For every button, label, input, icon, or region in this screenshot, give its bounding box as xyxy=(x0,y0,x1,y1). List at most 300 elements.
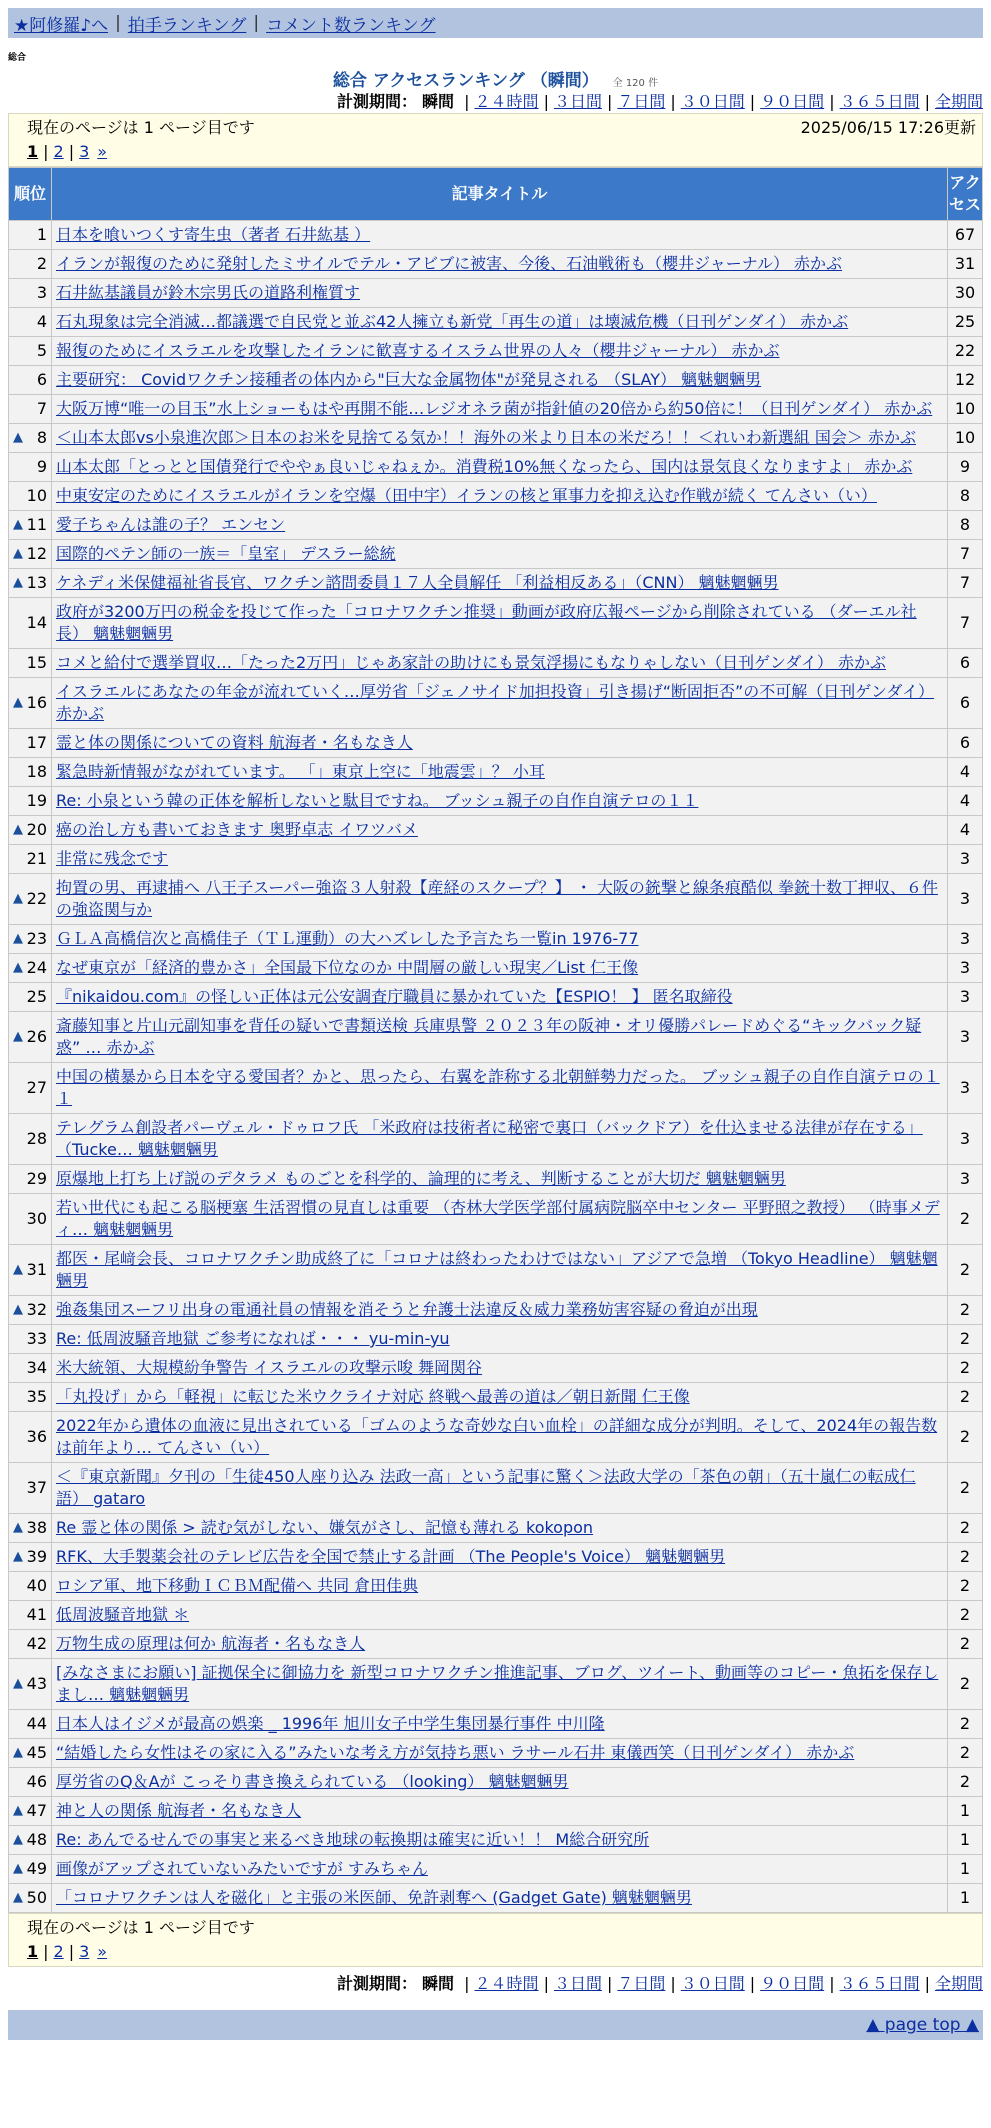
page-current: 1 xyxy=(27,1942,39,1961)
table-row xyxy=(9,1884,982,1912)
period-link-4[interactable]: ９０日間 xyxy=(760,1974,825,1993)
rank-number: 49 xyxy=(26,1859,47,1878)
article-link[interactable]: 大阪万博“唯一の目玉”水上ショーもはや再開不能…レジオネラ菌が指針値の20倍から約50倍に！（日刊ゲンダイ） 赤かぶ xyxy=(56,399,933,418)
table-row xyxy=(9,925,982,953)
access-count: 67 xyxy=(948,221,982,249)
access-count: 8 xyxy=(948,482,982,510)
period-separator: | xyxy=(464,1974,470,1993)
page-top-link[interactable]: ▲ page top ▲ xyxy=(866,2015,979,2035)
rank-number: 46 xyxy=(26,1772,47,1791)
article-link[interactable]: 都医・尾﨑会長、コロナワクチン助成終了に「コロナは終わったわけではない」アジアで急増 （Tokyo Headline） 魑魅魍魎男 xyxy=(56,1249,938,1290)
period-current: 瞬間 xyxy=(422,1974,455,1993)
article-link[interactable]: 万物生成の原理は何か 航海者・名もなき人 xyxy=(56,1634,366,1653)
up-arrow-icon: ▲ xyxy=(13,1890,23,1905)
title-cell xyxy=(52,1463,947,1513)
rank-cell xyxy=(9,1659,51,1709)
article-link[interactable]: Re 霊と体の関係 > 読む気がしない、嫌気がさし、記憶も薄れる kokopon xyxy=(56,1518,594,1537)
rank-number: 32 xyxy=(26,1300,47,1319)
title-cell xyxy=(52,1012,947,1062)
period-separator: | xyxy=(670,92,676,111)
comment-ranking-link[interactable]: コメント数ランキング xyxy=(266,15,436,36)
title-cell xyxy=(52,1659,947,1709)
page-link-2[interactable]: 2 xyxy=(53,1942,64,1961)
rank-cell xyxy=(9,1383,51,1411)
article-link[interactable]: ＜山本太郎vs小泉進次郎＞日本のお米を見捨てる気か！！海外の米より日本の米だろ！！＜れいわ新選組 国会＞ 赤かぶ xyxy=(56,428,916,447)
table-row xyxy=(9,1514,982,1542)
article-link[interactable]: 報復のためにイスラエルを攻撃したイランに歓喜するイスラム世界の人々（櫻井ジャーナル） 赤かぶ xyxy=(56,341,780,360)
rank-cell xyxy=(9,569,51,597)
access-count: 10 xyxy=(948,395,982,423)
rank-cell xyxy=(9,308,51,336)
up-arrow-icon: ▲ xyxy=(13,517,23,532)
rank-number: 22 xyxy=(26,889,47,908)
table-row xyxy=(9,1383,982,1411)
article-link[interactable]: [みなさまにお願い] 証拠保全に御協力を 新型コロナワクチン推進記事、ブログ、ツイート、動画等のコピー・魚拓を保存しまし… 魑魅魍魎男 xyxy=(56,1663,939,1704)
rank-number: 15 xyxy=(26,653,47,672)
title-cell xyxy=(52,540,947,568)
article-link[interactable]: 癌の治し方も書いておきます 奥野卓志 イワツバメ xyxy=(56,820,418,839)
access-count: 2 xyxy=(948,1601,982,1629)
article-link[interactable]: ケネディ米保健福祉省長官、ワクチン諮問委員１７人全員解任 「利益相反ある」（CNN） 魑魅魍魎男 xyxy=(56,573,779,592)
article-link[interactable]: イランが報復のために発射したミサイルでテル・アビブに被害、今後、石油戦術も（櫻井ジャーナル） 赤かぶ xyxy=(56,254,843,273)
access-count: 2 xyxy=(948,1514,982,1542)
table-row xyxy=(9,1114,982,1164)
table-row xyxy=(9,758,982,786)
rank-number: 48 xyxy=(26,1830,47,1849)
rank-cell xyxy=(9,729,51,757)
table-row xyxy=(9,1325,982,1353)
title-cell xyxy=(52,1514,947,1542)
up-arrow-icon: ▲ xyxy=(13,1262,23,1277)
up-arrow-icon: ▲ xyxy=(13,1029,23,1044)
period-separator: | xyxy=(543,92,549,111)
title-cell xyxy=(52,366,947,394)
article-link[interactable]: コメと給付で選挙買収…「たった2万円」じゃあ家計の助けにも景気浮揚にもなりゃしない（日刊ゲンダイ） 赤かぶ xyxy=(56,653,886,672)
article-link[interactable]: 2022年から遺体の血液に見出されている「ゴムのような奇妙な白い血栓」の詳細な成分が判明。そして、2024年の報告数は前年より… てんさい（い） xyxy=(56,1416,938,1457)
title-cell xyxy=(52,1630,947,1658)
rank-number: 7 xyxy=(36,399,47,418)
page-link-2[interactable]: 2 xyxy=(53,142,64,161)
table-row xyxy=(9,1768,982,1796)
table-row xyxy=(9,569,982,597)
title-cell xyxy=(52,816,947,844)
rank-number: 30 xyxy=(26,1209,47,1228)
page-link-3[interactable]: 3 xyxy=(79,1942,90,1961)
rank-number: 14 xyxy=(26,613,47,632)
title-cell xyxy=(52,954,947,982)
period-link-5[interactable]: ３６５日間 xyxy=(839,92,920,111)
period-link-2[interactable]: ７日間 xyxy=(617,1974,666,1993)
title-cell xyxy=(52,279,947,307)
access-count: 1 xyxy=(948,1884,982,1912)
title-cell xyxy=(52,1296,947,1324)
updated-timestamp: 2025/06/15 17:26更新 xyxy=(800,118,976,137)
access-count: 3 xyxy=(948,983,982,1011)
access-count: 2 xyxy=(948,1245,982,1295)
table-row xyxy=(9,1855,982,1883)
rank-cell xyxy=(9,816,51,844)
access-count: 9 xyxy=(948,453,982,481)
access-count: 3 xyxy=(948,1012,982,1062)
rank-number: 41 xyxy=(26,1605,47,1624)
rank-cell xyxy=(9,1543,51,1571)
rank-number: 45 xyxy=(26,1743,47,1762)
rank-cell xyxy=(9,1354,51,1382)
access-count: 2 xyxy=(948,1710,982,1738)
page-separator: | xyxy=(68,142,75,161)
col-header-rank: 順位 xyxy=(9,168,51,220)
page-next-link[interactable]: » xyxy=(97,1942,108,1961)
title-cell xyxy=(52,845,947,873)
title-cell xyxy=(52,308,947,336)
period-selector-bottom xyxy=(8,1973,983,1995)
rank-number: 23 xyxy=(26,929,47,948)
article-link[interactable]: 石井紘基議員が鈴木宗男氏の道路利権質す xyxy=(56,283,361,302)
period-link-2[interactable]: ７日間 xyxy=(617,92,666,111)
period-separator: | xyxy=(606,92,613,111)
article-link[interactable]: 原爆地上打ち上げ説のデタラメ ものごとを科学的、論理的に考え、判断することが大切だ 魑魅魍魎男 xyxy=(56,1169,786,1188)
period-separator: | xyxy=(670,1974,676,1993)
table-row xyxy=(9,954,982,982)
footer-bar xyxy=(8,2010,983,2040)
title-cell xyxy=(52,1383,947,1411)
article-link[interactable]: 神と人の関係 航海者・名もなき人 xyxy=(56,1801,302,1820)
col-header-title: 記事タイトル xyxy=(52,168,947,220)
ranking-table xyxy=(8,167,983,1913)
up-arrow-icon: ▲ xyxy=(13,1549,23,1564)
table-row xyxy=(9,649,982,677)
period-link-1[interactable]: ３日間 xyxy=(553,92,602,111)
table-row xyxy=(9,874,982,924)
title-cell xyxy=(52,453,947,481)
article-link[interactable]: “結婚したら女性はその家に入る”みたいな考え方が気持ち悪い ラサール石井 東儀西笑（日刊ゲンダイ） 赤かぶ xyxy=(56,1743,855,1762)
page-separator: | xyxy=(43,1942,49,1961)
rank-cell xyxy=(9,1245,51,1295)
home-link[interactable]: ★阿修羅♪へ xyxy=(14,15,109,36)
rank-cell xyxy=(9,540,51,568)
title-cell xyxy=(52,221,947,249)
rank-number: 25 xyxy=(26,987,47,1006)
title-cell xyxy=(52,1768,947,1796)
clap-ranking-link[interactable]: 拍手ランキング xyxy=(127,15,247,36)
rank-number: 6 xyxy=(36,370,47,389)
table-row xyxy=(9,1412,982,1462)
page-current: 1 xyxy=(27,142,39,161)
period-separator: | xyxy=(829,1974,835,1993)
rank-cell xyxy=(9,758,51,786)
access-count: 3 xyxy=(948,845,982,873)
table-row xyxy=(9,1063,982,1113)
rank-number: 4 xyxy=(36,312,47,331)
article-link[interactable]: 山本太郎「とっとと国債発行でややぁ良いじゃねぇか。消費税10%無くなったら、国内は景気良くなりますよ」 赤かぶ xyxy=(56,457,913,476)
title-cell xyxy=(52,250,947,278)
article-link[interactable]: 強姦集団スーフリ出身の電通社員の情報を消そうと弁護士法違反＆威力業務妨害容疑の脅迫が出現 xyxy=(56,1300,758,1319)
rank-cell xyxy=(9,787,51,815)
rank-number: 1 xyxy=(36,225,47,244)
access-count: 2 xyxy=(948,1412,982,1462)
article-link[interactable]: 中東安定のためにイスラエルがイランを空爆（田中宇）イランの核と軍事力を抑え込む作戦が続く てんさい（い） xyxy=(56,486,877,505)
title-cell xyxy=(52,1739,947,1767)
pager-bottom xyxy=(8,1913,983,1967)
article-link[interactable]: テレグラム創設者パーヴェル・ドゥロフ氏 「米政府は技術者に秘密で裏口（バックドア）を仕込ませる法律が存在する」 （Tucke… 魑魅魍魎男 xyxy=(56,1118,923,1159)
access-count: 7 xyxy=(948,598,982,648)
article-link[interactable]: 政府が3200万円の税金を投じて作った「コロナワクチン推奨」動画が政府広報ページから削除されている （ダーエル社長） 魑魅魍魎男 xyxy=(56,602,917,643)
access-count: 4 xyxy=(948,758,982,786)
rank-number: 8 xyxy=(36,428,47,447)
rank-number: 27 xyxy=(26,1078,47,1097)
article-link[interactable]: 斎藤知事と片山元副知事を背任の疑いで書類送検 兵庫県警 ２０２３年の阪神・オリ優勝パレードめぐる“キックバック疑惑” … 赤かぶ xyxy=(56,1016,922,1057)
table-row xyxy=(9,1354,982,1382)
rank-number: 34 xyxy=(26,1358,47,1377)
up-arrow-icon: ▲ xyxy=(13,1676,23,1691)
table-row xyxy=(9,250,982,278)
rank-cell xyxy=(9,1601,51,1629)
rank-number: 42 xyxy=(26,1634,47,1653)
rank-cell xyxy=(9,678,51,728)
page-status: 現在のページは 1 ページ目です xyxy=(27,118,255,137)
rank-number: 44 xyxy=(26,1714,47,1733)
article-link[interactable]: 『nikaidou.com』の怪しい正体は元公安調査庁職員に暴かれていた【ESPIO！ 】 匿名取締役 xyxy=(56,987,733,1006)
article-link[interactable]: ＧＬＡ高橋信次と高橋佳子（ＴＬ運動）の大ハズレした予言たち一覧in 1976-77 xyxy=(56,929,639,948)
article-link[interactable]: Re: 小泉という韓の正体を解析しないと駄目ですね。 ブッシュ親子の自作自演テロの１１ xyxy=(56,791,699,810)
table-row xyxy=(9,482,982,510)
title-cell xyxy=(52,1114,947,1164)
rank-cell xyxy=(9,1114,51,1164)
up-arrow-icon: ▲ xyxy=(13,695,23,710)
article-link[interactable]: 「丸投げ」から「軽視」に転じた米ウクライナ対応 終戦へ最善の道は／朝日新聞 仁王像 xyxy=(56,1387,690,1406)
article-link[interactable]: 日本人はイジメが最高の娯楽 _ 1996年 旭川女子中学生集団暴行事件 中川隆 xyxy=(56,1714,605,1733)
title-cell xyxy=(52,569,947,597)
page-next-link[interactable]: » xyxy=(97,142,108,161)
table-row xyxy=(9,1572,982,1600)
rank-number: 9 xyxy=(36,457,47,476)
access-count: 6 xyxy=(948,729,982,757)
rank-cell xyxy=(9,983,51,1011)
period-link-3[interactable]: ３０日間 xyxy=(680,92,745,111)
rank-number: 20 xyxy=(26,820,47,839)
page-separator: | xyxy=(68,1942,75,1961)
period-selector-top xyxy=(8,91,983,113)
up-arrow-icon: ▲ xyxy=(13,546,23,561)
article-link[interactable]: 若い世代にも起こる脳梗塞 生活習慣の見直しは重要 （杏林大学医学部付属病院脳卒中センター 平野照之教授） （時事メディ… 魑魅魍魎男 xyxy=(56,1198,940,1239)
access-count: 3 xyxy=(948,1063,982,1113)
period-link-5[interactable]: ３６５日間 xyxy=(839,1974,920,1993)
rank-number: 37 xyxy=(26,1478,47,1497)
access-count: 3 xyxy=(948,954,982,982)
access-count: 3 xyxy=(948,874,982,924)
article-link[interactable]: 日本を喰いつくす寄生虫（著者 石井紘基 ） xyxy=(56,225,371,244)
rank-number: 29 xyxy=(26,1169,47,1188)
up-arrow-icon: ▲ xyxy=(13,822,23,837)
access-count: 2 xyxy=(948,1630,982,1658)
access-count: 3 xyxy=(948,1165,982,1193)
table-row xyxy=(9,787,982,815)
title-cell xyxy=(52,1063,947,1113)
article-link[interactable]: 緊急時新情報がながれています。 「」東京上空に「地震雲」？ 小耳 xyxy=(56,762,545,781)
article-link[interactable]: 愛子ちゃんは誰の子？ エンセン xyxy=(56,515,286,534)
title-cell xyxy=(52,598,947,648)
rank-cell xyxy=(9,424,51,452)
rank-cell xyxy=(9,1325,51,1353)
access-count: 4 xyxy=(948,816,982,844)
title-cell xyxy=(52,482,947,510)
rank-number: 2 xyxy=(36,254,47,273)
rank-cell xyxy=(9,1768,51,1796)
access-count: 2 xyxy=(948,1739,982,1767)
access-count: 1 xyxy=(948,1855,982,1883)
title-cell xyxy=(52,1797,947,1825)
rank-number: 28 xyxy=(26,1129,47,1148)
page-link-3[interactable]: 3 xyxy=(79,142,90,161)
up-arrow-icon: ▲ xyxy=(13,931,23,946)
table-row xyxy=(9,540,982,568)
article-link[interactable]: 「コロナワクチンは人を磁化」と主張の米医師、免許剥奪へ (Gadget Gate) 魑魅魍魎男 xyxy=(56,1888,692,1907)
access-count: 8 xyxy=(948,511,982,539)
rank-cell xyxy=(9,250,51,278)
item-count: 全 120 件 xyxy=(612,78,659,89)
period-link-4[interactable]: ９０日間 xyxy=(760,92,825,111)
period-separator: | xyxy=(749,92,756,111)
access-count: 6 xyxy=(948,649,982,677)
page-links xyxy=(27,1940,976,1964)
rank-cell xyxy=(9,1463,51,1513)
table-row xyxy=(9,1630,982,1658)
period-separator: | xyxy=(829,92,835,111)
period-separator: | xyxy=(606,1974,613,1993)
up-arrow-icon: ▲ xyxy=(13,1832,23,1847)
access-count: 1 xyxy=(948,1826,982,1854)
ranking-body xyxy=(9,221,982,1912)
access-count: 2 xyxy=(948,1296,982,1324)
table-row xyxy=(9,1710,982,1738)
table-row xyxy=(9,1296,982,1324)
title-cell xyxy=(52,758,947,786)
rank-cell xyxy=(9,598,51,648)
table-row xyxy=(9,1659,982,1709)
table-row xyxy=(9,845,982,873)
article-link[interactable]: 低周波騒音地獄 ＊ xyxy=(56,1605,190,1624)
page-links xyxy=(27,140,976,164)
period-link-0[interactable]: ２４時間 xyxy=(474,1974,539,1993)
title-cell xyxy=(52,1325,947,1353)
rank-cell xyxy=(9,279,51,307)
rank-cell xyxy=(9,649,51,677)
title-cell xyxy=(52,874,947,924)
rank-cell xyxy=(9,1194,51,1244)
access-count: 1 xyxy=(948,1797,982,1825)
table-row xyxy=(9,1826,982,1854)
article-link[interactable]: イスラエルにあなたの年金が流れていく…厚労省「ジェノサイド加担投資」引き揚げ“断固拒否”の不可解（日刊ゲンダイ） 赤かぶ xyxy=(56,682,935,723)
table-row xyxy=(9,729,982,757)
access-count: 30 xyxy=(948,279,982,307)
table-row xyxy=(9,598,982,648)
table-row xyxy=(9,395,982,423)
article-link[interactable]: Re: 低周波騒音地獄 ご参考になれば・・・ yu-min-yu xyxy=(56,1329,450,1348)
article-link[interactable]: 霊と体の関係についての資料 航海者・名もなき人 xyxy=(56,733,413,752)
rank-cell xyxy=(9,1630,51,1658)
article-link[interactable]: 厚労省のQ＆Aが こっそり書き換えられている （looking） 魑魅魍魎男 xyxy=(56,1772,569,1791)
up-arrow-icon: ▲ xyxy=(13,960,23,975)
access-count: 2 xyxy=(948,1572,982,1600)
title-cell xyxy=(52,424,947,452)
title-cell xyxy=(52,1245,947,1295)
table-row xyxy=(9,337,982,365)
article-link[interactable]: ＜『東京新聞』夕刊の「生徒450人座り込み 法政一高」という記事に驚く＞法政大学の「茶色の朝」（五十嵐仁の転成仁語） gataro xyxy=(56,1467,916,1508)
article-link[interactable]: 中国の横暴から日本を守る愛国者？かと、思ったら、右翼を詐称する北朝鮮勢力だった。 ブッシュ親子の自作自演テロの１１ xyxy=(56,1067,940,1108)
rank-number: 24 xyxy=(26,958,47,977)
up-arrow-icon: ▲ xyxy=(13,1803,23,1818)
table-row xyxy=(9,983,982,1011)
up-arrow-icon: ▲ xyxy=(13,1520,23,1535)
period-link-0[interactable]: ２４時間 xyxy=(474,92,539,111)
article-link[interactable]: 非常に残念です xyxy=(56,849,169,868)
rank-number: 5 xyxy=(36,341,47,360)
rank-cell xyxy=(9,1884,51,1912)
period-links xyxy=(459,1974,983,1993)
period-link-6[interactable]: 全期間 xyxy=(934,1974,983,1993)
article-link[interactable]: RFK、大手製薬会社のテレビ広告を全国で禁止する計画 （The People's Voice） 魑魅魍魎男 xyxy=(56,1547,726,1566)
article-link[interactable]: 国際的ペテン師の一族＝「皇室」 デスラー総統 xyxy=(56,544,396,563)
period-link-1[interactable]: ３日間 xyxy=(553,1974,602,1993)
rank-cell xyxy=(9,954,51,982)
article-link[interactable]: ロシア軍、地下移動ＩＣＢＭ配備へ 共同 倉田佳典 xyxy=(56,1576,419,1595)
rank-cell xyxy=(9,1296,51,1324)
table-row xyxy=(9,1543,982,1571)
rank-cell xyxy=(9,1165,51,1193)
title-cell xyxy=(52,511,947,539)
access-count: 2 xyxy=(948,1383,982,1411)
table-row xyxy=(9,1165,982,1193)
pager-top xyxy=(8,113,983,167)
title-cell xyxy=(52,1572,947,1600)
up-arrow-icon: ▲ xyxy=(13,430,23,445)
page-separator: | xyxy=(43,142,49,161)
title-cell xyxy=(52,729,947,757)
article-link[interactable]: 主要研究： Covidワクチン接種者の体内から"巨大な金属物体"が発見される （SLAY） 魑魅魍魎男 xyxy=(56,370,762,389)
rank-number: 12 xyxy=(26,544,47,563)
rank-cell xyxy=(9,1710,51,1738)
article-link[interactable]: 拘置の男、再逮捕へ 八王子スーパー強盗３人射殺【産経のスクープ？】 ・ 大阪の銃撃と線条痕酷似 拳銃十数丁押収、６件の強盗関与か xyxy=(56,878,938,919)
rank-number: 19 xyxy=(26,791,47,810)
article-link[interactable]: 画像がアップされていないみたいですが すみちゃん xyxy=(56,1859,428,1878)
article-link[interactable]: Re: あんでるせんでの事実と来るべき地球の転換期は確実に近い！！ M総合研究所 xyxy=(56,1830,650,1849)
access-count: 2 xyxy=(948,1194,982,1244)
period-link-3[interactable]: ３０日間 xyxy=(680,1974,745,1993)
table-row xyxy=(9,1194,982,1244)
rank-cell xyxy=(9,221,51,249)
rank-number: 38 xyxy=(26,1518,47,1537)
table-row xyxy=(9,1463,982,1513)
title-cell xyxy=(52,925,947,953)
period-label: 計測期間： xyxy=(336,1974,417,1993)
up-arrow-icon: ▲ xyxy=(13,1861,23,1876)
table-row xyxy=(9,366,982,394)
rank-number: 17 xyxy=(26,733,47,752)
up-arrow-icon: ▲ xyxy=(13,1302,23,1317)
title-cell xyxy=(52,1543,947,1571)
article-link[interactable]: 米大統領、大規模紛争警告 イスラエルの攻撃示唆 舞岡関谷 xyxy=(56,1358,483,1377)
period-link-6[interactable]: 全期間 xyxy=(934,92,983,111)
article-link[interactable]: 石丸現象は完全消滅…都議選で自民党と並ぶ42人擁立も新党「再生の道」は壊滅危機（日刊ゲンダイ） 赤かぶ xyxy=(56,312,849,331)
article-link[interactable]: なぜ東京が「経済的豊かさ」全国最下位なのか 中間層の厳しい現実／List 仁王像 xyxy=(56,958,639,977)
access-count: 2 xyxy=(948,1543,982,1571)
rank-cell xyxy=(9,482,51,510)
rank-cell xyxy=(9,1012,51,1062)
title-cell xyxy=(52,337,947,365)
title-cell xyxy=(52,1601,947,1629)
title-cell xyxy=(52,1826,947,1854)
rank-cell xyxy=(9,1063,51,1113)
